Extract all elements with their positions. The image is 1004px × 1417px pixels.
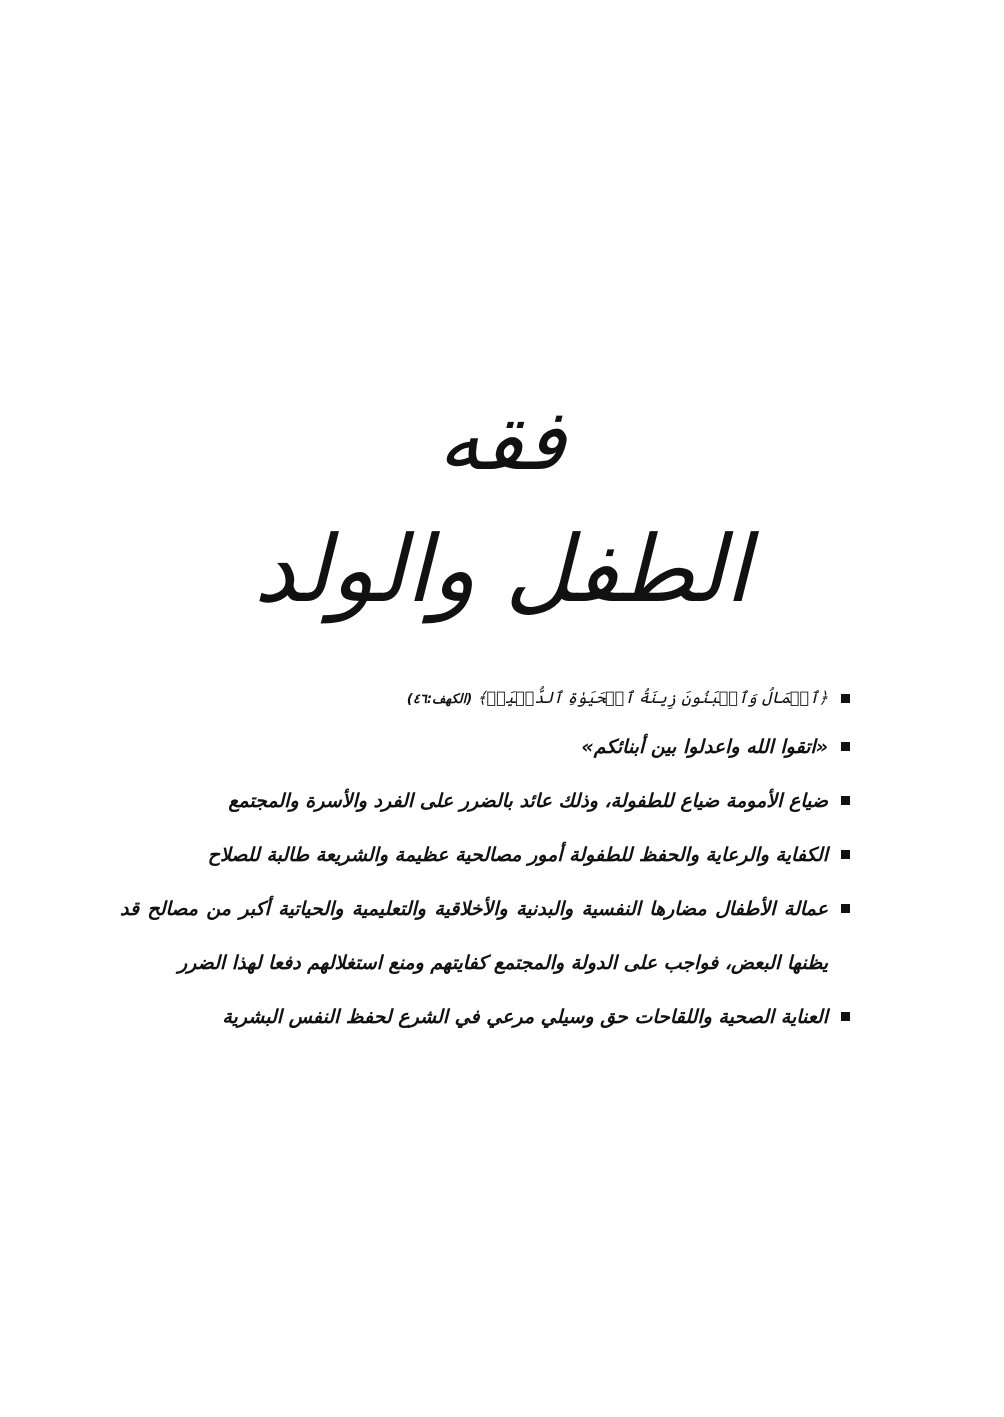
title-line-2: الطفل والولد: [253, 516, 751, 623]
list-item: [120, 882, 850, 990]
square-bullet-icon: [841, 742, 850, 751]
list-item: [120, 990, 850, 1044]
square-bullet-icon: [841, 796, 850, 805]
list-item: [120, 678, 850, 720]
list-item-text: «اتقوا الله واعدلوا بين أبنائكم»: [581, 736, 828, 758]
list-item: [120, 720, 850, 774]
square-bullet-icon: [841, 850, 850, 859]
list-item-text: ضياع الأمومة ضياع للطفولة، وذلك عائد بالضرر على الفرد والأسرة والمجتمع: [228, 790, 828, 812]
list-item-text: الكفاية والرعاية والحفظ للطفولة أمور مصالحية عظيمة والشريعة طالبة للصلاح: [207, 844, 828, 866]
title-line-1: فقه: [438, 391, 566, 489]
list-item-text: عمالة الأطفال مضارها النفسية والبدنية والأخلاقية والتعليمية والحياتية أكبر من مصالح قد يظنها البعض، فواجب على الدولة والمجتمع كفايتهم ومنع استغلالهم دفعا لهذا الضرر: [120, 898, 828, 974]
list-item: [120, 774, 850, 828]
square-bullet-icon: [841, 694, 850, 703]
verse-reference: (الكهف:٤٦): [406, 692, 473, 707]
verse-text: ﴿ٱلۡمَالُ وَٱلۡبَنُونَ زِينَةُ ٱلۡحَيَوٰةِ ٱلدُّنۡيَاۖ﴾: [477, 688, 828, 707]
list-item-text: العناية الصحية واللقاحات حق وسيلي مرعي في الشرع لحفظ النفس البشرية: [222, 1006, 828, 1028]
square-bullet-icon: [841, 1012, 850, 1021]
square-bullet-icon: [841, 904, 850, 913]
bullet-list: [120, 678, 850, 1044]
list-item: [120, 828, 850, 882]
